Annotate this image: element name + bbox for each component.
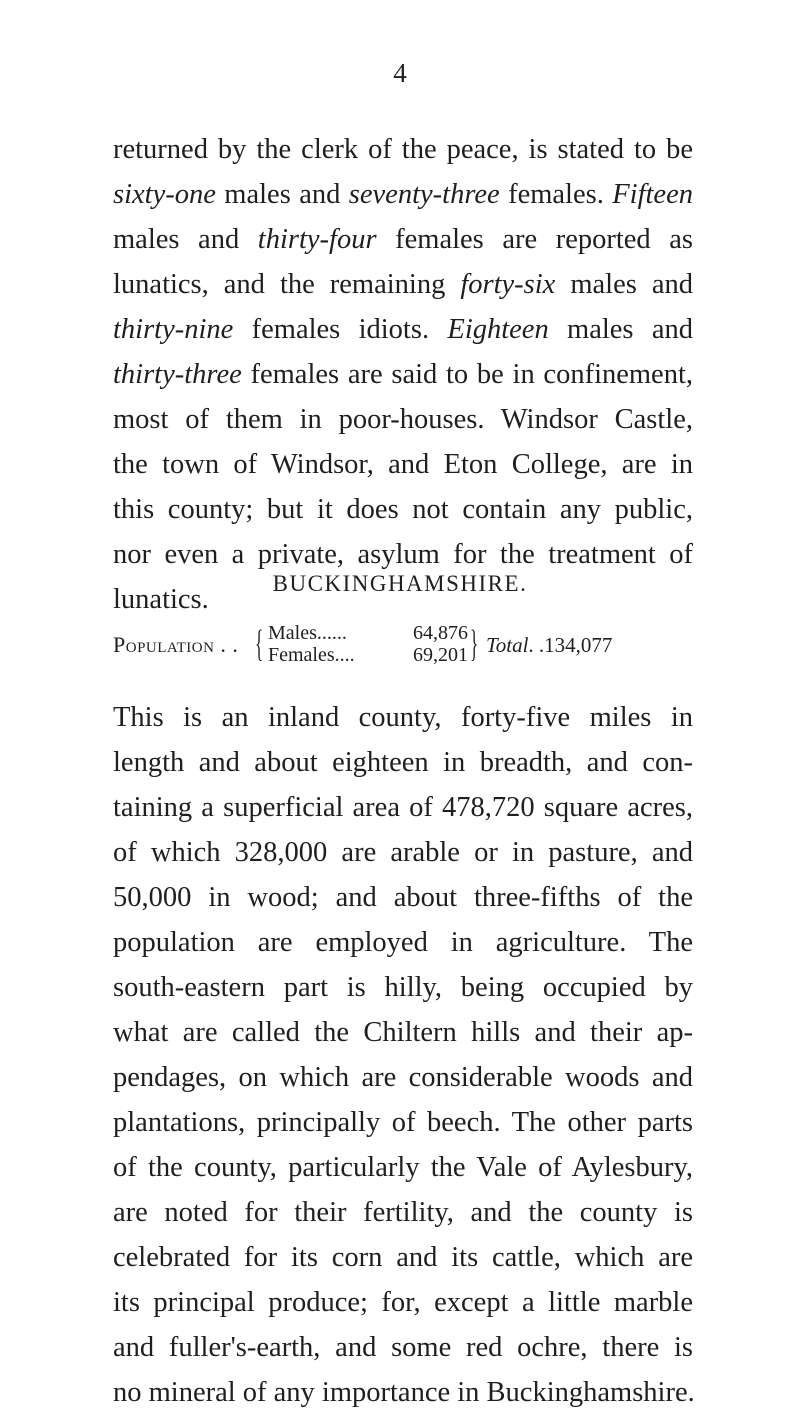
- text-line: taining a superficial area of 478,720 square acres,: [113, 792, 693, 823]
- section-heading: BUCKINGHAMSHIRE.: [272, 571, 528, 596]
- total-label: Total: [486, 633, 529, 657]
- text-line: this county; but it does not contain any public,: [113, 494, 693, 525]
- text-line: what are called the Chiltern hills and their ap-: [113, 1017, 693, 1048]
- italic-phrase: Fifteen: [612, 179, 693, 210]
- page-number: 4: [393, 58, 407, 88]
- males-value: 64,876: [413, 622, 468, 644]
- paragraph-lunatics: [113, 127, 693, 622]
- text-line: sixty-one males and seventy-three females. Fifteen: [113, 179, 693, 210]
- females-label: Females....: [268, 644, 355, 666]
- total-value: . .134,077: [528, 633, 613, 657]
- text-line: 50,000 in wood; and about three-fifths of the: [113, 882, 693, 913]
- population-row-females: [268, 644, 468, 666]
- text-line: most of them in poor-houses. Windsor Castle,: [113, 404, 693, 435]
- population-total: [486, 634, 612, 656]
- italic-phrase: Eighteen: [447, 314, 549, 345]
- text-line: its principal produce; for, except a little marble: [113, 1287, 693, 1318]
- italic-phrase: thirty-four: [257, 224, 377, 255]
- text-line: celebrated for its corn and its cattle, which are: [113, 1242, 693, 1273]
- italic-phrase: seventy-three: [348, 179, 500, 210]
- italic-phrase: forty-six: [460, 269, 556, 300]
- right-brace-icon: }: [470, 623, 479, 665]
- text-line: of which 328,000 are arable or in pasture, and: [113, 837, 693, 868]
- text-line: lunatics, and the remaining forty-six males and: [113, 269, 693, 300]
- text-line: lunatics.: [113, 584, 209, 615]
- text-line: of the county, particularly the Vale of Aylesbury,: [113, 1152, 693, 1183]
- italic-phrase: thirty-three: [113, 359, 242, 390]
- text-line: pendages, on which are considerable woods and: [113, 1062, 693, 1093]
- text-line: the town of Windsor, and Eton College, are in: [113, 449, 693, 480]
- italic-phrase: sixty-one: [113, 179, 216, 210]
- text-line: returned by the clerk of the peace, is stated to be: [113, 134, 693, 165]
- text-line: plantations, principally of beech. The other parts: [113, 1107, 693, 1138]
- text-line: thirty-three females are said to be in confinement,: [113, 359, 693, 390]
- paragraph-county-description: [113, 695, 693, 1415]
- text-line: are noted for their fertility, and the county is: [113, 1197, 693, 1228]
- text-line: This is an inland county, forty-five miles in: [113, 702, 693, 733]
- population-table: [113, 622, 733, 666]
- text-line: population are employed in agriculture. The: [113, 927, 693, 958]
- females-value: 69,201: [413, 644, 468, 666]
- text-line: males and thirty-four females are reported as: [113, 224, 693, 255]
- population-row-males: [268, 622, 468, 644]
- text-line: and fuller's-earth, and some red ochre, there is: [113, 1332, 693, 1363]
- males-label: Males......: [268, 622, 347, 644]
- text-line: thirty-nine females idiots. Eighteen males and: [113, 314, 693, 345]
- population-label: Population . .: [113, 632, 239, 657]
- text-line: length and about eighteen in breadth, and con-: [113, 747, 693, 778]
- left-brace-icon: {: [255, 623, 264, 665]
- text-line: nor even a private, asylum for the treatment of: [113, 539, 693, 570]
- population-rows: [268, 622, 468, 666]
- text-line: no mineral of any importance in Buckinghamshire.: [113, 1377, 695, 1408]
- italic-phrase: thirty-nine: [113, 314, 234, 345]
- text-line: south-eastern part is hilly, being occupied by: [113, 972, 693, 1003]
